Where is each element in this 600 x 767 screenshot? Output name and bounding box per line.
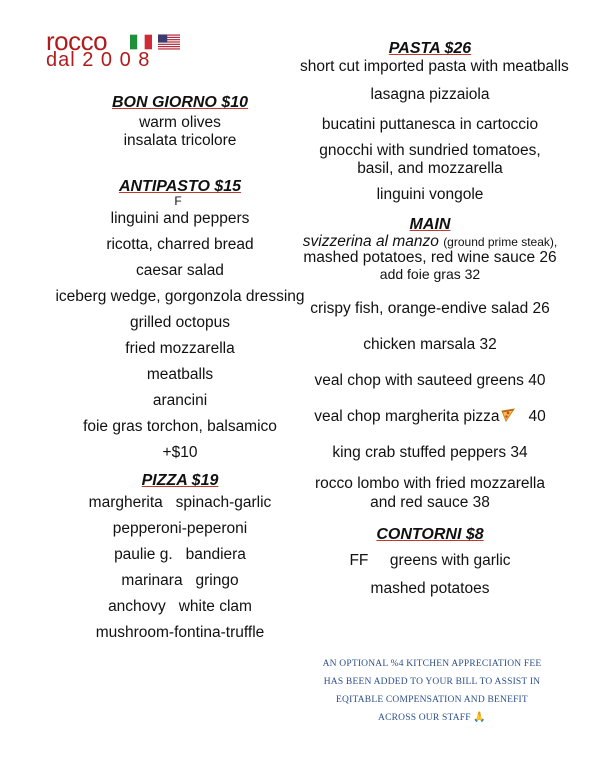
- menu-item: lasagna pizzaiola: [370, 86, 490, 103]
- pasta-heading: PASTA $26: [388, 40, 472, 57]
- menu-item: linguini and peppers: [110, 210, 250, 227]
- main-heading: MAIN: [409, 216, 451, 233]
- steak-note: (ground prime steak),: [443, 235, 558, 249]
- logo: [46, 28, 196, 74]
- antipasto-note: F: [174, 194, 182, 208]
- logo-name: rocco: [46, 26, 108, 56]
- pizza-heading: PIZZA $19: [141, 472, 219, 489]
- pizza-chop-label: veal chop margherita pizza: [314, 408, 500, 425]
- menu-item: iceberg wedge, gorgonzola dressing: [55, 288, 305, 305]
- menu-item: fried mozzarella: [125, 340, 235, 357]
- steak-name: svizzerina al manzo: [302, 233, 439, 250]
- fee-line: ACROSS OUR STAFF: [378, 713, 471, 723]
- menu-item: ricotta, charred bread: [106, 236, 254, 253]
- menu-item-steak: [300, 234, 560, 250]
- menu-item: basil, and mozzarella: [357, 160, 503, 177]
- menu-item: mushroom-fontina-truffle: [95, 624, 265, 641]
- menu-item: foie gras torchon, balsamico: [83, 418, 277, 435]
- menu-item-pizza-chop: [300, 404, 560, 430]
- menu-item: meatballs: [146, 366, 214, 383]
- menu-item: and red sauce 38: [370, 494, 490, 511]
- menu-item: warm olives: [139, 114, 221, 131]
- fee-line: AN OPTIONAL %4 KITCHEN APPRECIATION FEE: [322, 659, 542, 669]
- right-column: [300, 40, 569, 602]
- usa-flag-icon: [158, 34, 180, 50]
- menu-item: mashed potatoes, red wine sauce 26: [303, 249, 557, 266]
- steak-addon: add foie gras 32: [379, 266, 481, 282]
- menu-item: marinara gringo: [121, 572, 239, 589]
- menu-item: crispy fish, orange-endive salad 26: [310, 300, 550, 317]
- fee-notice: [308, 655, 556, 727]
- pizza-chop-price: 40: [528, 408, 546, 425]
- fee-line: EQITABLE COMPENSATION AND BENEFIT: [336, 695, 528, 705]
- praying-hands-icon: 🙏: [473, 712, 486, 723]
- menu-item: gnocchi with sundried tomatoes,: [319, 142, 541, 159]
- menu-item: bucatini puttanesca in cartoccio: [321, 116, 539, 133]
- menu-item: veal chop with sauteed greens 40: [314, 372, 546, 389]
- italy-flag-icon: [130, 34, 152, 50]
- bon-giorno-heading: BON GIORNO $10: [111, 94, 249, 111]
- fee-line: HAS BEEN ADDED TO YOUR BILL TO ASSIST IN: [323, 677, 541, 687]
- left-column: [40, 94, 320, 646]
- menu-item: grilled octopus: [130, 314, 230, 331]
- menu-item: arancini: [152, 392, 208, 409]
- menu-item: mashed potatoes: [370, 580, 490, 597]
- menu-item: margherita spinach-garlic: [88, 494, 272, 511]
- menu-item: pepperoni-peperoni: [112, 520, 248, 537]
- menu-item: caesar salad: [136, 262, 224, 279]
- menu-item: anchovy white clam: [108, 598, 252, 615]
- menu-item: rocco lombo with fried mozzarella: [314, 475, 545, 492]
- menu-item: paulie g. bandiera: [114, 546, 246, 563]
- logo-sub: dal 2 0 0 8: [46, 49, 151, 71]
- contorni-heading: CONTORNI $8: [376, 526, 484, 543]
- antipasto-heading: ANTIPASTO $15: [118, 178, 242, 195]
- menu-item: linguini vongole: [376, 186, 484, 203]
- menu-item: FF greens with garlic: [349, 552, 511, 569]
- menu-item: chicken marsala 32: [363, 336, 497, 353]
- pasta-subtitle: short cut imported pasta with meatballs: [300, 58, 569, 75]
- menu-item: +$10: [162, 444, 198, 461]
- pizza-slice-icon: [500, 407, 516, 423]
- menu-item: insalata tricolore: [123, 132, 237, 149]
- menu-item: king crab stuffed peppers 34: [332, 444, 528, 461]
